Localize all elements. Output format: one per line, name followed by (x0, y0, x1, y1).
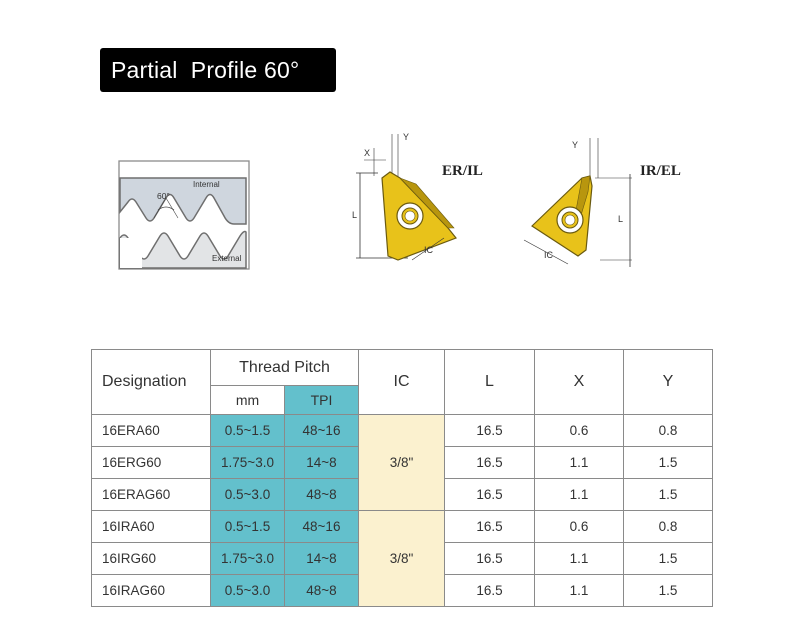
cell-designation: 16IRA60 (92, 511, 211, 543)
cell-mm: 1.75~3.0 (211, 447, 285, 479)
cell-designation: 16ERAG60 (92, 479, 211, 511)
dim-y-label-right: Y (572, 140, 579, 150)
header-y: Y (624, 350, 713, 415)
dim-ic-label-right: IC (544, 250, 553, 260)
header-l: L (445, 350, 535, 415)
insert-diagram-er-il (348, 128, 498, 268)
cell-y: 0.8 (624, 511, 713, 543)
cell-designation: 16ERG60 (92, 447, 211, 479)
cell-mm: 0.5~1.5 (211, 415, 285, 447)
header-ic: IC (359, 350, 445, 415)
dim-ic-label: IC (424, 245, 433, 255)
cell-y: 1.5 (624, 543, 713, 575)
cell-l: 16.5 (445, 479, 535, 511)
cell-x: 1.1 (535, 575, 624, 607)
cell-x: 1.1 (535, 543, 624, 575)
header-thread-pitch: Thread Pitch (211, 350, 359, 386)
cell-tpi: 48~16 (285, 415, 359, 447)
cell-l: 16.5 (445, 415, 535, 447)
table-row (92, 415, 713, 447)
cell-mm: 0.5~3.0 (211, 575, 285, 607)
cell-mm: 0.5~1.5 (211, 511, 285, 543)
internal-label: Internal (193, 180, 220, 189)
header-tpi: TPI (285, 386, 359, 415)
table-row (92, 511, 713, 543)
cell-mm: 0.5~3.0 (211, 479, 285, 511)
cell-x: 1.1 (535, 479, 624, 511)
header-mm: mm (211, 386, 285, 415)
header-x: X (535, 350, 624, 415)
cell-tpi: 14~8 (285, 543, 359, 575)
insert-name-er-il: ER/IL (442, 163, 483, 179)
angle-label: 60° (157, 191, 170, 201)
cell-designation: 16IRAG60 (92, 575, 211, 607)
header-designation: Designation (92, 350, 211, 415)
cell-l: 16.5 (445, 511, 535, 543)
cell-tpi: 48~8 (285, 575, 359, 607)
thread-profile-diagram (118, 160, 250, 270)
dim-l-label: L (352, 210, 358, 220)
cell-y: 1.5 (624, 447, 713, 479)
insert-name-ir-el: IR/EL (640, 163, 681, 179)
cell-tpi: 48~16 (285, 511, 359, 543)
external-label: External (212, 254, 242, 263)
cell-x: 1.1 (535, 447, 624, 479)
cell-y: 1.5 (624, 575, 713, 607)
cell-ic: 3/8" (359, 415, 445, 511)
dim-l-label-right: L (618, 214, 624, 224)
cell-designation: 16IRG60 (92, 543, 211, 575)
dim-y-label: Y (403, 132, 410, 142)
page-title: Partial Profile 60° (100, 48, 336, 92)
cell-l: 16.5 (445, 447, 535, 479)
cell-tpi: 14~8 (285, 447, 359, 479)
spec-table-wrapper (91, 349, 713, 607)
cell-y: 0.8 (624, 415, 713, 447)
insert-diagram-ir-el (520, 132, 695, 272)
cell-designation: 16ERA60 (92, 415, 211, 447)
cell-mm: 1.75~3.0 (211, 543, 285, 575)
cell-l: 16.5 (445, 543, 535, 575)
cell-l: 16.5 (445, 575, 535, 607)
cell-x: 0.6 (535, 415, 624, 447)
dim-x-label: X (364, 148, 371, 158)
spec-table (91, 349, 713, 607)
cell-y: 1.5 (624, 479, 713, 511)
cell-x: 0.6 (535, 511, 624, 543)
cell-ic: 3/8" (359, 511, 445, 607)
cell-tpi: 48~8 (285, 479, 359, 511)
